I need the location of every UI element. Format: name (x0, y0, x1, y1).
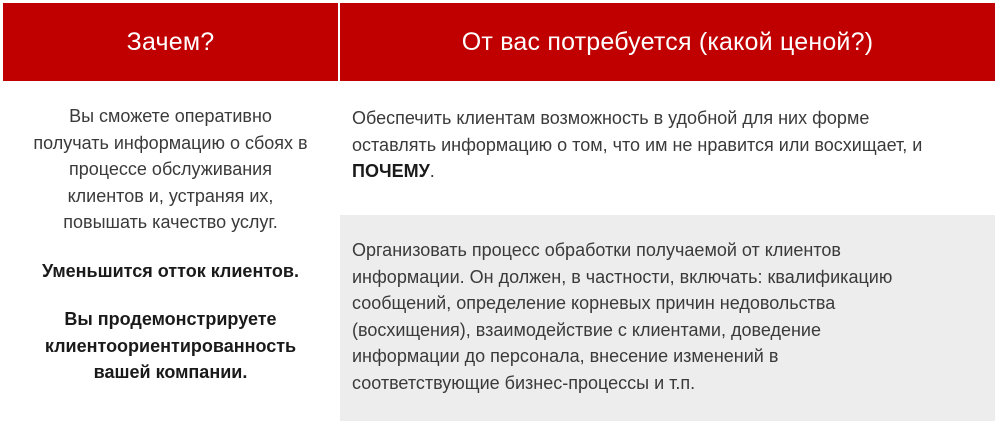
process-line: сообщений, определение корневых причин недовольства (352, 293, 836, 313)
customer-focus-line: вашей компании. (93, 362, 248, 382)
customer-focus-line: клиентоориентированность (44, 335, 297, 356)
feedback-line: Обеспечить клиентам возможность в удобной для них форме (352, 108, 870, 128)
process-line: (восхищения), взаимодействие с клиентами, доведение (352, 319, 821, 340)
spacer (3, 284, 338, 306)
why-line: клиентов и, устраняя их, (67, 185, 274, 206)
process-line: Организовать процесс обработки получаемой от клиентов (352, 240, 841, 260)
header-why: Зачем? (126, 27, 215, 56)
comparison-table (3, 3, 995, 421)
feedback-line-last (352, 158, 987, 185)
table-header (3, 3, 995, 81)
period: . (429, 161, 435, 181)
feedback-text (352, 105, 987, 185)
why-cell (3, 81, 338, 421)
requirement-cell-feedback (340, 81, 995, 215)
customer-focus-line: Вы продемонстрируете (64, 309, 277, 329)
process-line: информации. Он должен, в частности, включать: квалификацию (352, 266, 893, 287)
churn-statement: Уменьшится отток клиентов. (42, 260, 299, 281)
process-line: информации до персонала, внесение изменений в (352, 346, 779, 366)
why-text (3, 103, 338, 386)
process-text (352, 237, 987, 396)
feedback-line: оставлять информацию о том, что им не нравится или восхищает, и (352, 134, 923, 155)
why-line: повышать качество услуг. (63, 212, 278, 232)
spacer (3, 236, 338, 258)
process-line: соответствующие бизнес-процессы и т.п. (352, 372, 696, 393)
why-line: процессе обслуживания (69, 159, 272, 179)
why-line: Вы сможете оперативно (69, 106, 272, 126)
why-line: получать информацию о сбоях в (33, 132, 308, 153)
why-emphasis: ПОЧЕМУ (352, 161, 430, 181)
header-cost: От вас потребуется (какой ценой?) (461, 27, 874, 56)
requirement-cell-process (340, 215, 995, 421)
